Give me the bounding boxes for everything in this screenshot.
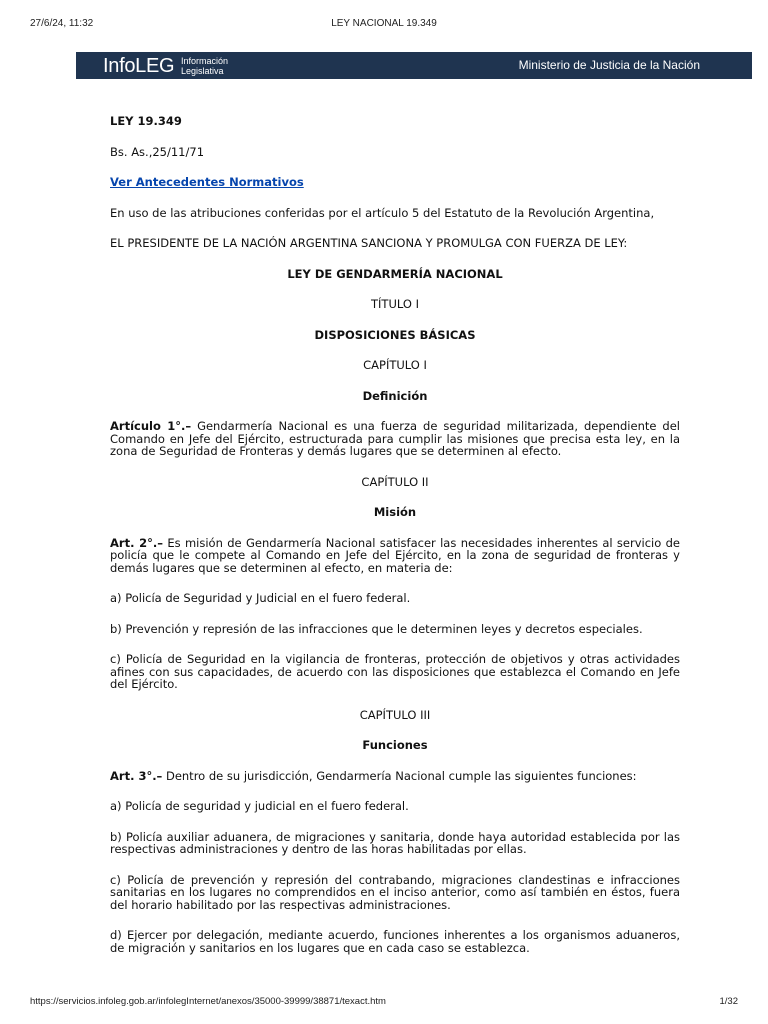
- law-title: LEY DE GENDARMERÍA NACIONAL: [287, 266, 503, 281]
- article-3-item-d: d) Ejercer por delegación, mediante acuerdo, funciones inherentes a los organismos aduaneros, de migración y sanitarios en los lugares que en cada caso se establezca.: [110, 928, 680, 955]
- enactment-formula: EL PRESIDENTE DE LA NACIÓN ARGENTINA SANCIONA Y PROMULGA CON FUERZA DE LEY:: [110, 236, 628, 250]
- logo-subtitle: Información Legislativa: [181, 56, 229, 76]
- print-footer: [0, 994, 768, 1014]
- ministry-name: Ministerio de Justicia de la Nación: [518, 58, 700, 72]
- preamble: En uso de las atribuciones conferidas por el artículo 5 del Estatuto de la Revolución Argentina,: [110, 205, 655, 220]
- titulo-name: DISPOSICIONES BÁSICAS: [314, 327, 476, 342]
- chapter-3-heading: CAPÍTULO III: [359, 707, 431, 722]
- article-3-item-c: c) Policía de prevención y represión del contrabando, migraciones clandestinas e infracciones sanitarias en los lugares no comprendidos en el inciso anterior, como así también en éstos, fuera del horario habilitado por las respectivas administraciones.: [110, 872, 680, 912]
- antecedentes-paragraph: [110, 176, 680, 189]
- article-3: Art. 3°.– Dentro de su jurisdicción, Gendarmería Nacional cumple las siguientes funciones:: [110, 768, 637, 783]
- titulo-heading: TÍTULO I: [371, 297, 419, 311]
- article-2: Art. 2°.– Es misión de Gendarmería Nacional satisfacer las necesidades inherentes al servicio de policía que le compete al Comando en Jefe del Ejército, en la zona de seguridad de fronteras y demás lugares que se determinen al efecto, en materia de:: [110, 535, 680, 575]
- law-date: Bs. As.,25/11/71: [110, 144, 205, 159]
- chapter-3-name: Funciones: [362, 738, 428, 752]
- chapter-1-name: Definición: [362, 388, 428, 403]
- chapter-2-heading: CAPÍTULO II: [361, 474, 429, 489]
- antecedentes-link[interactable]: Ver Antecedentes Normativos: [110, 175, 304, 189]
- print-title: LEY NACIONAL 19.349: [331, 18, 437, 29]
- article-1: Artículo 1°.– Gendarmería Nacional es una fuerza de seguridad militarizada, dependiente del Comando en Jefe del Ejército, estructurada para cumplir las misiones que precisa esta ley, en la zona de Seguridad de Fronteras y demás lugares que se determinen al efecto.: [110, 419, 681, 458]
- logo-text: InfoLEG: [103, 55, 175, 77]
- chapter-1-heading: CAPÍTULO I: [363, 358, 427, 372]
- article-1-label: Artículo 1°.–: [110, 419, 192, 433]
- article-2-item-c: c) Policía de Seguridad en la vigilancia de fronteras, protección de objetivos y otras actividades afines con sus capacidades, de acuerdo con las disposiciones que establezca el Comando en Jefe del Ejército.: [110, 652, 680, 691]
- article-3-item-b: b) Policía auxiliar aduanera, de migraciones y sanitaria, donde haya autoridad establecida por las respectivas administraciones y dentro de las horas habilitadas por ellas.: [110, 829, 680, 856]
- article-3-item-a: a) Policía de seguridad y judicial en el fuero federal.: [110, 799, 409, 813]
- page-number: 1/32: [719, 996, 738, 1007]
- chapter-2-name: Misión: [373, 505, 417, 519]
- print-timestamp: 27/6/24, 11:32: [30, 18, 94, 29]
- law-document: [110, 115, 680, 972]
- article-2-item-b: b) Prevención y represión de las infracciones que le determinen leyes y decretos especiales.: [110, 621, 643, 636]
- article-2-item-a: a) Policía de Seguridad y Judicial en el fuero federal.: [110, 591, 411, 605]
- print-header: [0, 0, 768, 40]
- article-2-label: Art. 2°.–: [110, 535, 164, 550]
- infoleg-banner: [76, 52, 752, 79]
- print-url: https://servicios.infoleg.gob.ar/infolegInternet/anexos/35000-39999/38871/texact.htm: [30, 996, 386, 1007]
- law-number: LEY 19.349: [110, 114, 182, 128]
- article-3-label: Art. 3°.–: [110, 768, 163, 783]
